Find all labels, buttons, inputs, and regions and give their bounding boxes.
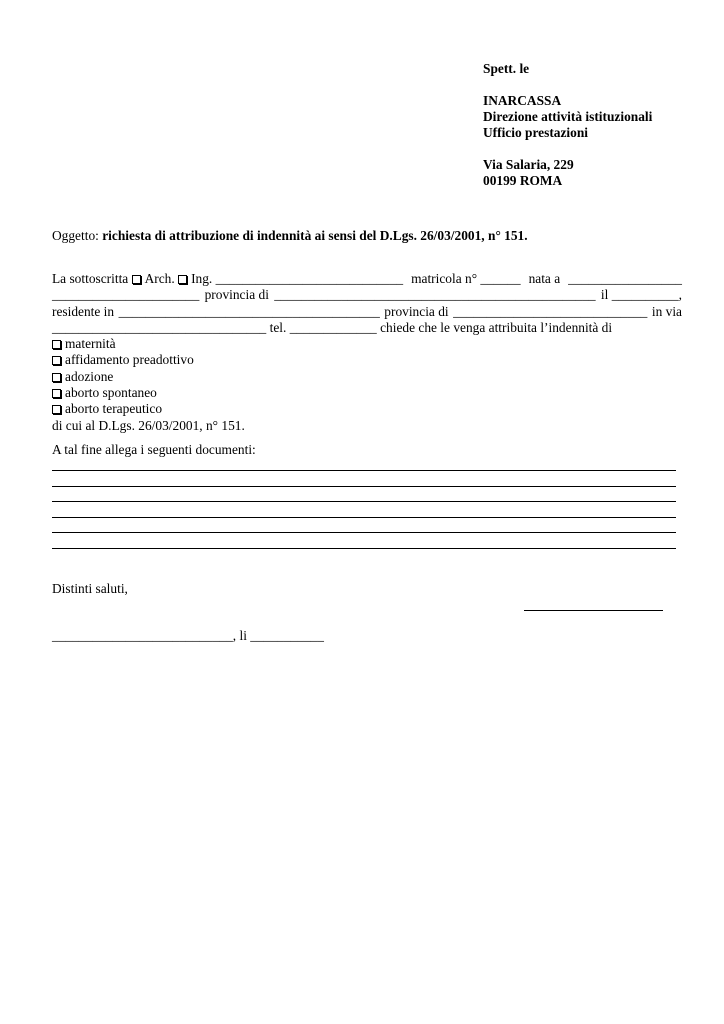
subject-text: richiesta di attribuzione di indennità ai sensi del D.Lgs. 26/03/2001, n° 151. bbox=[102, 228, 528, 243]
street-field[interactable]: ________________________________ bbox=[52, 319, 267, 335]
request-text: chiede che le venga attribuita l’indennità di bbox=[380, 319, 613, 335]
place-date-line bbox=[52, 628, 324, 644]
birth-date-field[interactable]: il __________, bbox=[600, 287, 682, 303]
signature-line[interactable] bbox=[524, 610, 663, 611]
undersigned-label: La sottoscritta bbox=[52, 271, 129, 286]
residence-field[interactable]: _______________________________________ bbox=[118, 303, 380, 319]
checkbox-ing-icon[interactable] bbox=[178, 275, 187, 284]
residence-label: residente in bbox=[52, 303, 115, 319]
place-field[interactable]: ___________________________ bbox=[52, 628, 233, 643]
ing-label: Ing. ____________________________ bbox=[191, 271, 404, 286]
option-label: aborto terapeutico bbox=[65, 401, 163, 417]
residence-province-label: provincia di bbox=[384, 303, 449, 319]
checkbox-affidamento-icon[interactable] bbox=[52, 356, 61, 365]
recipient-block bbox=[483, 61, 652, 189]
arch-label: Arch. bbox=[144, 271, 175, 286]
recipient-org: INARCASSA bbox=[483, 93, 562, 108]
birthplace-continued-field[interactable]: ______________________ bbox=[52, 287, 200, 303]
birth-province-field[interactable]: ________________________________________________ bbox=[274, 287, 596, 303]
option-label: adozione bbox=[65, 368, 114, 384]
checkbox-aborto-terapeutico-icon[interactable] bbox=[52, 405, 61, 414]
residence-province-field[interactable]: _____________________________ bbox=[453, 303, 648, 319]
closing-greeting: Distinti saluti, bbox=[52, 581, 128, 596]
form-line-3 bbox=[52, 304, 682, 320]
option-label: affidamento preadottivo bbox=[65, 352, 194, 368]
recipient-office: Ufficio prestazioni bbox=[483, 125, 588, 140]
option-label: aborto spontaneo bbox=[65, 385, 157, 401]
attachment-line-3[interactable] bbox=[52, 501, 676, 502]
form-line-1 bbox=[52, 271, 682, 287]
checkbox-arch-icon[interactable] bbox=[132, 275, 141, 284]
attachment-line-6[interactable] bbox=[52, 548, 676, 549]
attachment-line-2[interactable] bbox=[52, 486, 676, 487]
option-affidamento bbox=[52, 352, 682, 368]
attachment-line-4[interactable] bbox=[52, 517, 676, 518]
option-aborto-spontaneo bbox=[52, 385, 682, 401]
law-reference: di cui al D.Lgs. 26/03/2001, n° 151. bbox=[52, 417, 245, 433]
form-body bbox=[52, 271, 682, 434]
checkbox-aborto-spontaneo-icon[interactable] bbox=[52, 389, 61, 398]
option-aborto-terapeutico bbox=[52, 401, 682, 417]
attachment-line-5[interactable] bbox=[52, 532, 676, 533]
birth-province-label: provincia di bbox=[204, 287, 269, 303]
birthplace-field[interactable]: _________________ bbox=[568, 271, 682, 286]
attachments-label: A tal fine allega i seguenti documenti: bbox=[52, 442, 256, 457]
form-line-4 bbox=[52, 320, 682, 336]
subject-label: Oggetto: bbox=[52, 228, 99, 243]
recipient-street: Via Salaria, 229 bbox=[483, 157, 574, 172]
born-label: nata a bbox=[528, 271, 561, 286]
checkbox-adozione-icon[interactable] bbox=[52, 373, 61, 382]
street-label: in via bbox=[651, 303, 682, 319]
recipient-dept: Direzione attività istituzionali bbox=[483, 109, 653, 124]
date-field[interactable]: , li ___________ bbox=[232, 628, 324, 643]
option-adozione bbox=[52, 369, 682, 385]
matricola-field[interactable]: matricola n° ______ bbox=[411, 271, 521, 286]
subject-line bbox=[52, 228, 528, 244]
checkbox-maternita-icon[interactable] bbox=[52, 340, 61, 349]
option-label: maternità bbox=[65, 336, 116, 352]
recipient-salutation: Spett. le bbox=[483, 61, 530, 76]
phone-field[interactable]: tel. _____________ bbox=[269, 319, 377, 335]
option-maternita bbox=[52, 336, 682, 352]
attachment-line-1[interactable] bbox=[52, 470, 676, 471]
form-line-2 bbox=[52, 287, 682, 303]
recipient-city: 00199 ROMA bbox=[483, 173, 563, 188]
